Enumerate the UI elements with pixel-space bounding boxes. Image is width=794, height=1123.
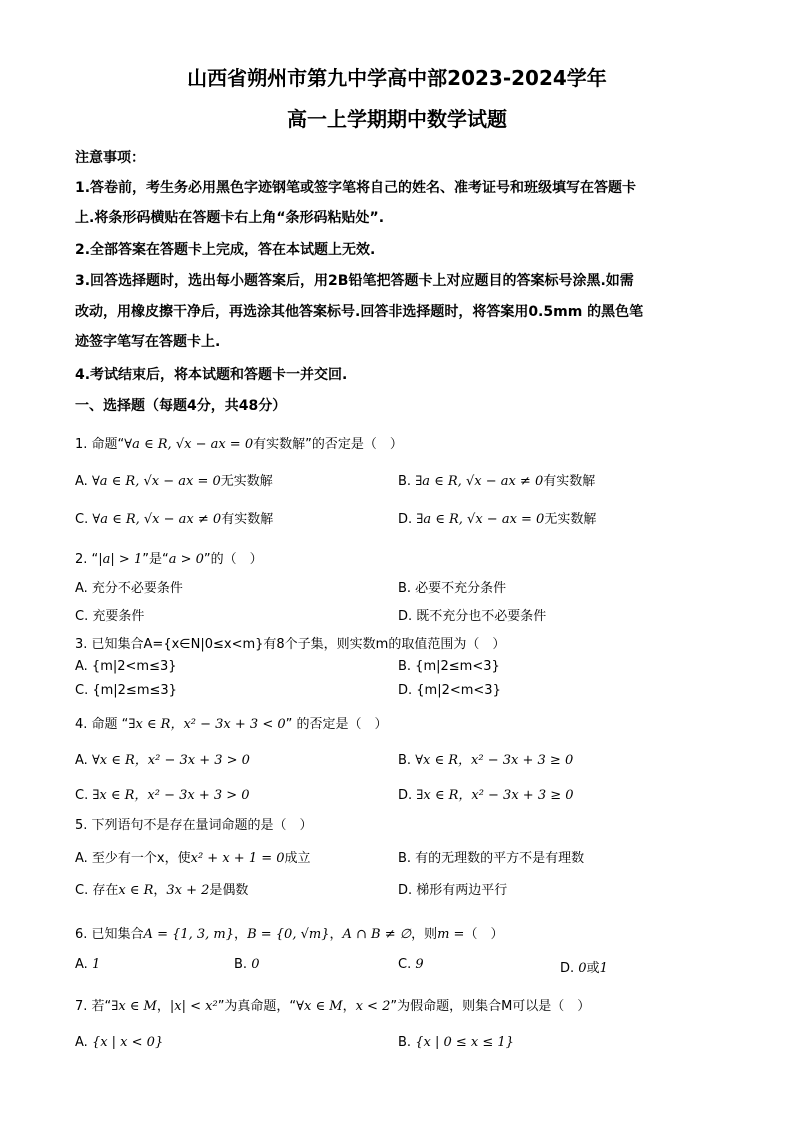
question-5-stem: 5. 下列语句不是存在量词命题的是（ ） [75, 818, 313, 833]
option-d: D. 梯形有两边平行 [398, 883, 508, 898]
notice-line: 迹签字笔写在答题卡上. [75, 334, 221, 350]
page-subtitle: 高一上学期期中数学试题 [287, 107, 507, 131]
math-expression: ∃x ∈ R，x² − 3x + 3 < 0 [128, 717, 286, 732]
question-3-stem: 3. 已知集合A={x∈N|0≤x<m}有8个子集，则实数m的取值范围为（ ） [75, 637, 506, 652]
option-b: B. 0 [234, 957, 260, 972]
option-c: C. {m|2≤m≤3} [75, 683, 177, 698]
option-c: C. 存在x ∈ R，3x + 2是偶数 [75, 883, 249, 898]
math-expression: ∀x ∈ R，x² − 3x + 3 ≥ 0 [415, 753, 574, 768]
math-expression: ∀a ∈ R, √x − ax = 0 [91, 474, 221, 489]
math-expression: ∃a ∈ R, √x − ax = 0 [416, 512, 545, 527]
page-title: 山西省朔州市第九中学高中部2023-2024学年 [187, 66, 607, 90]
notice-line: 2.全部答案在答题卡上完成，答在本试题上无效. [75, 242, 376, 258]
question-7-stem: 7. 若“∃x ∈ M，|x| < x²”为真命题，“∀x ∈ M，x < 2”为假命题，则集合M可以是（ ） [75, 999, 591, 1014]
option-a: A. ∀x ∈ R，x² − 3x + 3 > 0 [75, 753, 250, 768]
math-expression: x ∈ R [118, 883, 154, 898]
math-expression: ∀a ∈ R, √x − ax = 0 [124, 437, 254, 452]
option-a: A. 1 [75, 957, 101, 972]
question-6-stem: 6. 已知集合A = {1, 3, m}，B = {0, √m}，A ∩ B ≠ ∅，则m =（ ） [75, 927, 504, 942]
math-expression: A = {1, 3, m} [143, 927, 235, 942]
option-d: D. 0或1 [560, 961, 608, 976]
math-expression: ∃x ∈ M [111, 999, 157, 1014]
math-expression: ∀a ∈ R, √x − ax ≠ 0 [92, 512, 222, 527]
option-c: C. ∃x ∈ R，x² − 3x + 3 > 0 [75, 788, 250, 803]
question-2-stem: 2. “|a| > 1”是“a > 0”的（ ） [75, 552, 263, 567]
notice-line: 1.答卷前，考生务必用黑色字迹钢笔或签字笔将自己的姓名、准考证号和班级填写在答题卡 [75, 180, 637, 196]
option-a: A. {m|2<m≤3} [75, 659, 177, 674]
math-expression: {x | x < 0} [91, 1035, 164, 1050]
math-expression: ∀x ∈ R，x² − 3x + 3 > 0 [91, 753, 250, 768]
notice-line: 上.将条形码横贴在答题卡右上角“条形码粘贴处”. [75, 210, 385, 226]
math-expression: m = [437, 927, 465, 942]
option-a: A. 至少有一个x，使x² + x + 1 = 0成立 [75, 851, 311, 866]
question-1-stem: 1. 命题“∀a ∈ R, √x − ax = 0有实数解”的否定是（ ） [75, 437, 403, 452]
math-expression: B = {0, √m} [247, 927, 330, 942]
option-d: D. {m|2<m<3} [398, 683, 501, 698]
option-c: C. 9 [398, 957, 424, 972]
option-a: A. {x | x < 0} [75, 1035, 164, 1050]
math-expression: ∀x ∈ M [296, 999, 343, 1014]
math-expression: ∃x ∈ R，x² − 3x + 3 ≥ 0 [416, 788, 574, 803]
math-expression: |a| > 1 [98, 552, 143, 567]
math-expression: x < 2 [355, 999, 391, 1014]
option-c: C. 充要条件 [75, 609, 145, 624]
math-expression: x² + x + 1 = 0 [190, 851, 285, 866]
math-expression: 3x + 2 [166, 883, 210, 898]
notice-line: 改动，用橡皮擦干净后，再选涂其他答案标号.回答非选择题时，将答案用0.5mm 的黑色笔 [75, 304, 644, 320]
option-d: D. 既不充分也不必要条件 [398, 609, 547, 624]
option-b: B. {m|2≤m<3} [398, 659, 500, 674]
math-expression: |x| < x² [169, 999, 218, 1014]
option-b: B. 有的无理数的平方不是有理数 [398, 851, 585, 866]
math-expression: ∃x ∈ R，x² − 3x + 3 > 0 [92, 788, 250, 803]
math-expression: {x | 0 ≤ x ≤ 1} [415, 1035, 514, 1050]
option-c: C. ∀a ∈ R, √x − ax ≠ 0有实数解 [75, 512, 274, 527]
math-expression: a > 0 [168, 552, 204, 567]
option-d: D. ∃x ∈ R，x² − 3x + 3 ≥ 0 [398, 788, 574, 803]
option-b: B. ∃a ∈ R, √x − ax ≠ 0有实数解 [398, 474, 596, 489]
notice-heading: 注意事项： [75, 150, 145, 166]
section-heading: 一、选择题（每题4分，共48分） [75, 398, 287, 414]
question-4-stem: 4. 命题 “∃x ∈ R，x² − 3x + 3 < 0” 的否定是（ ） [75, 717, 388, 732]
option-d: D. ∃a ∈ R, √x − ax = 0无实数解 [398, 512, 597, 527]
option-b: B. 必要不充分条件 [398, 581, 507, 596]
option-a: A. ∀a ∈ R, √x − ax = 0无实数解 [75, 474, 273, 489]
option-b: B. {x | 0 ≤ x ≤ 1} [398, 1035, 514, 1050]
math-expression: ∃a ∈ R, √x − ax ≠ 0 [415, 474, 544, 489]
option-a: A. 充分不必要条件 [75, 581, 183, 596]
option-b: B. ∀x ∈ R，x² − 3x + 3 ≥ 0 [398, 753, 574, 768]
math-expression: A ∩ B ≠ ∅ [342, 927, 412, 942]
notice-line: 4.考试结束后，将本试题和答题卡一并交回. [75, 367, 348, 383]
notice-line: 3.回答选择题时，选出每小题答案后，用2B铅笔把答题卡上对应题目的答案标号涂黑.如需 [75, 273, 634, 289]
